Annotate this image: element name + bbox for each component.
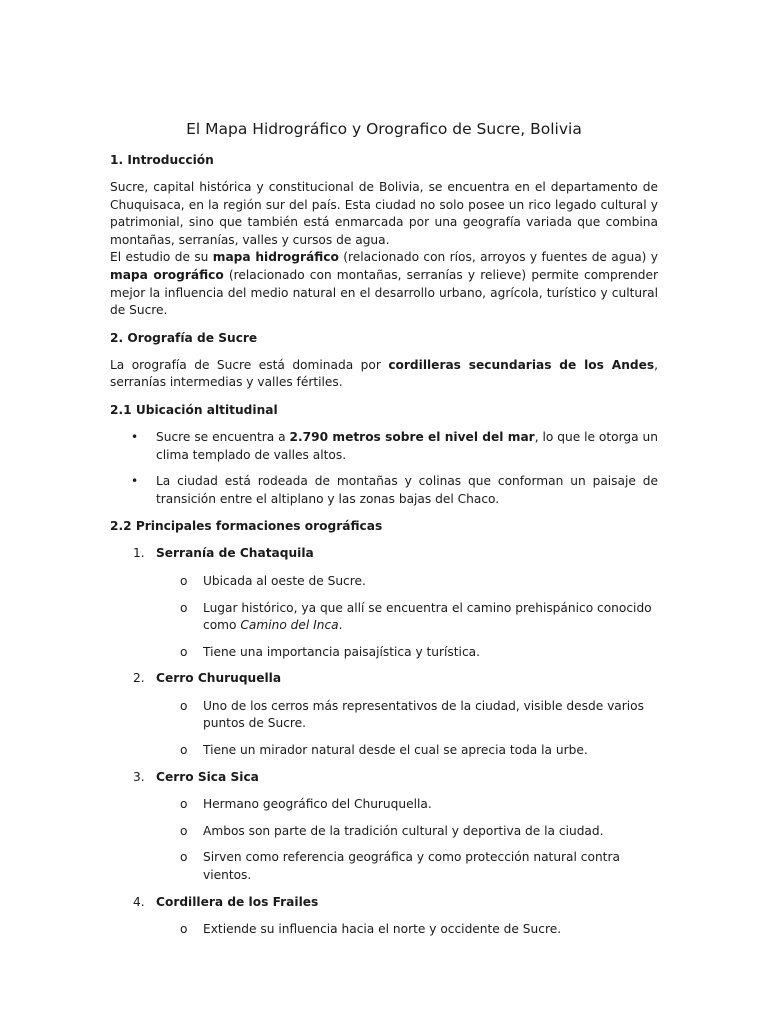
section-heading-formaciones: 2.2 Principales formaciones orográficas <box>110 519 383 534</box>
bullet-text-segment: , lo que le otorga un clima templado de valles altos. <box>156 429 658 462</box>
section-heading-orografia: 2. Orografía de Sucre <box>110 330 258 345</box>
list-number: 3. <box>133 769 145 784</box>
intro-paragraph-text: Sucre, capital histórica y constitucional de Bolivia, se encuentra en el departamento de Chuquisaca, en la región sur del país. Esta ciudad no solo posee un rico legado cultural y patrimonial, sino que también está enmarcada por una geografía variada que combina montañas, serranías, valles y cursos de agua. <box>110 180 658 247</box>
formacion-title: Cordillera de los Frailes <box>156 894 319 909</box>
sub-item: o Hermano geográfico del Churuquella. <box>110 796 658 814</box>
sub-item-text: Lugar histórico, ya que allí se encuentra el camino prehispánico conocido como <box>203 600 652 633</box>
list-number: 1. <box>133 546 145 561</box>
bullet-text-segment: Sucre se encuentra a <box>156 429 290 444</box>
sub-item: o Uno de los cerros más representativos de la ciudad, visible desde varios puntos de Sucre. <box>110 698 658 733</box>
sub-item: o Tiene un mirador natural desde el cual se aprecia toda la urbe. <box>110 742 658 760</box>
sub-item: o Ambos son parte de la tradición cultural y deportiva de la ciudad. <box>110 823 658 841</box>
intro-text-segment: (relacionado con montañas, serranías y relieve) permite comprender mejor la influencia del medio natural en el desarrollo urbano, agrícola, turístico y cultural de Sucre. <box>110 267 658 318</box>
bold-term-mapa-orografico: mapa orográfico <box>110 267 224 282</box>
sub-item <box>110 600 658 635</box>
document-body <box>110 118 658 948</box>
formacion-item <box>110 769 658 885</box>
italic-term-camino-del-inca: Camino del Inca <box>240 618 339 633</box>
formacion-sub-list <box>110 921 658 939</box>
bold-term-cordilleras: cordilleras secundarias de los Andes <box>388 357 655 372</box>
formacion-item <box>110 670 658 759</box>
list-number: 4. <box>133 894 145 909</box>
section-heading-ubicacion: 2.1 Ubicación altitudinal <box>110 402 278 417</box>
formacion-sub-list <box>110 698 658 760</box>
orografia-text-segment: La orografía de Sucre está dominada por <box>110 357 389 372</box>
section-heading-introduccion: 1. Introducción <box>110 153 214 167</box>
bullet-item: • La ciudad está rodeada de montañas y colinas que conforman un paisaje de transición entre el altiplano y las zonas bajas del Chaco. <box>110 473 658 508</box>
intro-text-segment: El estudio de su <box>110 250 213 265</box>
orografia-paragraph <box>110 357 658 392</box>
bold-term-altitud: 2.790 metros sobre el nivel del mar <box>289 429 535 444</box>
formaciones-numbered-list <box>110 545 658 939</box>
intro-paragraph <box>110 179 658 320</box>
intro-text-segment: (relacionado con ríos, arroyos y fuentes de agua) y <box>338 250 658 265</box>
bullet-item <box>110 429 658 464</box>
formacion-title: Cerro Sica Sica <box>156 769 259 784</box>
formacion-sub-list <box>110 573 658 661</box>
sub-item: o Ubicada al oeste de Sucre. <box>110 573 658 591</box>
formacion-sub-list <box>110 796 658 884</box>
formacion-item <box>110 545 658 661</box>
sub-item-text: . <box>338 618 343 633</box>
formacion-item <box>110 894 658 939</box>
bold-term-mapa-hidrografico: mapa hidrográfico <box>212 250 339 265</box>
formacion-title: Serranía de Chataquila <box>156 546 314 561</box>
formacion-title: Cerro Churuquella <box>156 671 282 686</box>
sub-item: o Sirven como referencia geográfica y como protección natural contra vientos. <box>110 849 658 884</box>
document-title: El Mapa Hidrográfico y Orografico de Sucre, Bolivia <box>186 120 582 138</box>
orografia-text-segment: , serranías intermedias y valles fértiles. <box>110 357 658 390</box>
sub-item: o Tiene una importancia paisajística y turística. <box>110 644 658 662</box>
ubicacion-bullet-list <box>110 429 658 508</box>
sub-item: o Extiende su influencia hacia el norte y occidente de Sucre. <box>110 921 658 939</box>
list-number: 2. <box>133 671 145 686</box>
